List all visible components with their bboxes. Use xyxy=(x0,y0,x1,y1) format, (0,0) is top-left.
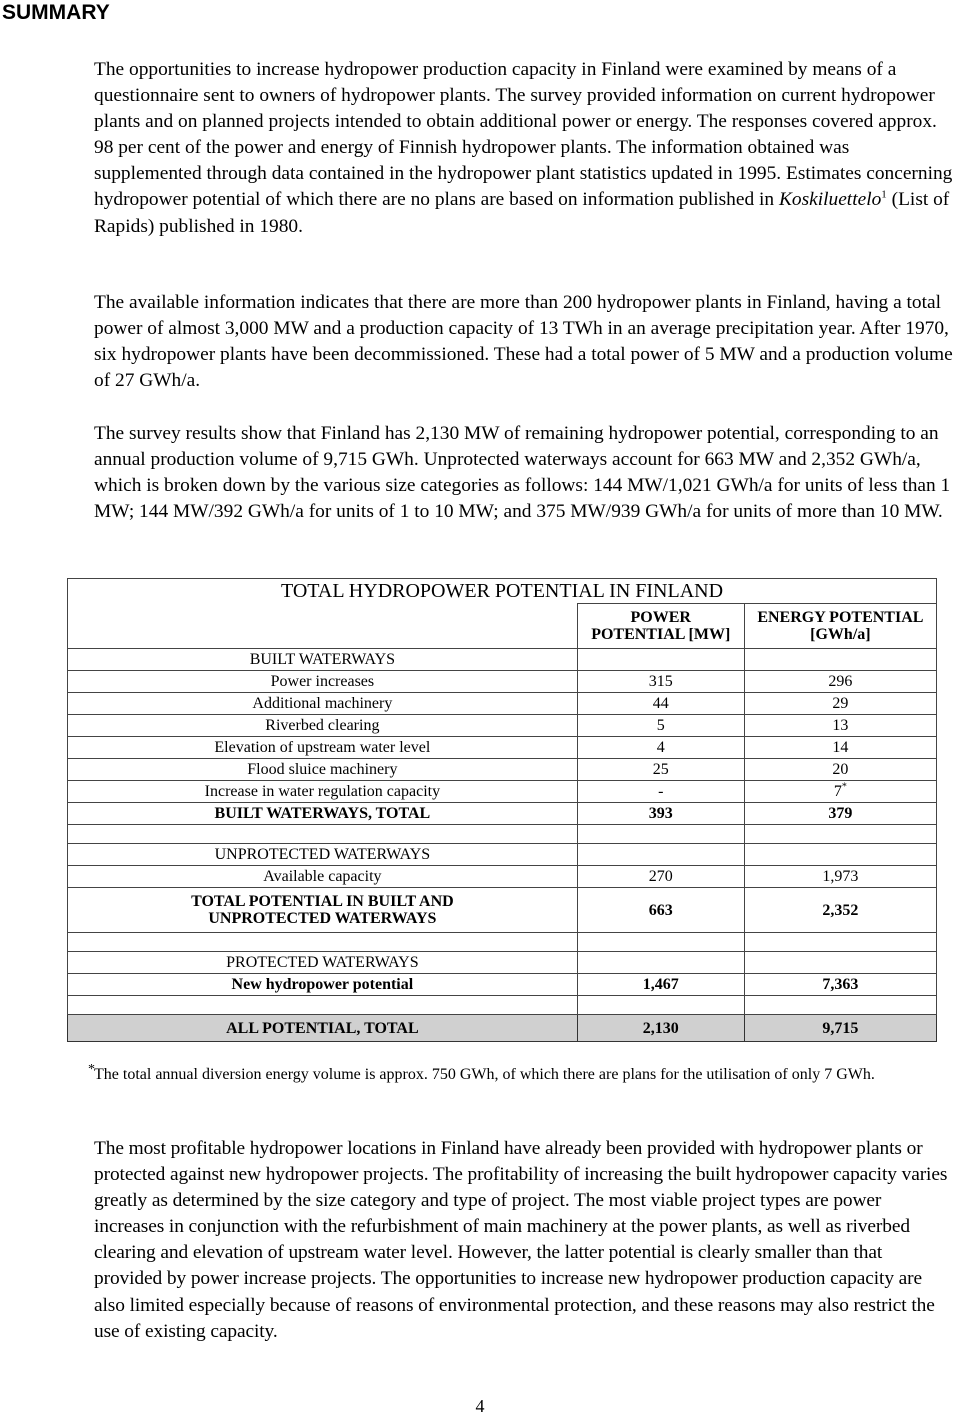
unprotected-heading-row xyxy=(68,844,937,866)
table-footnote xyxy=(88,1062,934,1086)
footnote-text: The total annual diversion energy volume is approx. 750 GWh, of which there are plans for the utilisation of only 7 GWh. xyxy=(94,1066,875,1083)
energy-value: 296 xyxy=(744,671,936,693)
section-label: UNPROTECTED WATERWAYS xyxy=(68,844,578,866)
energy-number: 7 xyxy=(833,783,842,800)
power-value: 1,467 xyxy=(577,974,744,996)
row-label: Power increases xyxy=(68,671,578,693)
energy-value: 379 xyxy=(744,803,936,825)
energy-value xyxy=(744,781,936,803)
profitability-paragraph: The most profitable hydropower locations in Finland have already been provided with hydropower plants or protected against new hydropower projects. The profitability of increasing the built hydropower capacity varies greatly as determined by the size category and type of project. The most viable project types are power increases in conjunction with the refurbishment of main machinery at the power plants, as well as riverbed clearing and elevation of upstream water level. However, the latter potential is clearly smaller than that provided by power increase projects. The opportunities to increase new hydropower production capacity are also limited especially because of reasons of environmental protection, and these reasons may also restrict the use of existing capacity. xyxy=(94,1138,948,1342)
table-row xyxy=(68,693,937,715)
footnote-marker: * xyxy=(841,781,847,793)
publication-title: Koskiluettelo xyxy=(778,189,882,211)
power-value: 270 xyxy=(577,866,744,888)
header-power: POWER POTENTIAL [MW] xyxy=(577,604,744,649)
energy-value: 20 xyxy=(744,759,936,781)
row-label xyxy=(68,888,578,933)
table-row xyxy=(68,671,937,693)
grand-total-row xyxy=(68,1015,937,1042)
row-label: ALL POTENTIAL, TOTAL xyxy=(68,1015,578,1042)
row-label: Flood sluice machinery xyxy=(68,759,578,781)
spacer-row xyxy=(68,825,937,844)
power-value: 663 xyxy=(577,888,744,933)
current-plants-paragraph: The available information indicates that there are more than 200 hydropower plants in Finland, having a total power of almost 3,000 MW and a production capacity of 13 TWh in an average precipitation year. After 1970, six hydropower plants have been decommissioned. These had a total power of 5 MW and a production volume of 27 GWh/a. xyxy=(94,292,953,392)
power-value: 4 xyxy=(577,737,744,759)
row-label: Elevation of upstream water level xyxy=(68,737,578,759)
intro-paragraph xyxy=(94,57,954,240)
energy-value: 2,352 xyxy=(744,888,936,933)
footnote-marker: * xyxy=(88,1062,95,1077)
header-energy: ENERGY POTENTIAL [GWh/a] xyxy=(744,604,936,649)
row-label: BUILT WATERWAYS, TOTAL xyxy=(68,803,578,825)
hydropower-potential-table xyxy=(67,578,937,1042)
row-label: Riverbed clearing xyxy=(68,715,578,737)
row-label: New hydropower potential xyxy=(68,974,578,996)
energy-value: 7,363 xyxy=(744,974,936,996)
intro-text: The opportunities to increase hydropower production capacity in Finland were examined by means of a questionnaire sent to owners of hydropower plants. The survey provided information on current hydropower plants and on planned projects intended to obtain additional power or energy. The responses covered approx. 98 per cent of the power and energy of Finnish hydropower plants. The information obtained was supplemented through data contained in the hydropower plant statistics updated in 1995. Estimates concerning hydropower potential of which there are no plans are based on information published in xyxy=(94,59,953,211)
built-waterways-heading-row xyxy=(68,649,937,671)
table-row xyxy=(68,759,937,781)
protected-heading-row xyxy=(68,952,937,974)
protected-row xyxy=(68,974,937,996)
energy-value: 13 xyxy=(744,715,936,737)
table-title-row xyxy=(68,579,937,604)
row-label: Available capacity xyxy=(68,866,578,888)
power-value: - xyxy=(577,781,744,803)
power-value: 25 xyxy=(577,759,744,781)
spacer-row xyxy=(68,996,937,1015)
energy-value: 29 xyxy=(744,693,936,715)
survey-results-paragraph: The survey results show that Finland has 2,130 MW of remaining hydropower potential, corresponding to an annual production volume of 9,715 GWh. Unprotected waterways account for 663 MW and 2,352 GWh/a, which is broken down by the various size categories as follows: 144 MW/1,021 GWh/a for units of less than 1 MW; 144 MW/392 GWh/a for units of 1 to 10 MW; and 375 MW/939 GWh/a for units of more than 10 MW. xyxy=(94,423,951,523)
table-row xyxy=(68,781,937,803)
table-row xyxy=(68,866,937,888)
built-total-row xyxy=(68,803,937,825)
row-label: Additional machinery xyxy=(68,693,578,715)
energy-value: 9,715 xyxy=(744,1015,936,1042)
spacer-row xyxy=(68,933,937,952)
table-title: TOTAL HYDROPOWER POTENTIAL IN FINLAND xyxy=(68,579,937,604)
power-value: 5 xyxy=(577,715,744,737)
combined-total-label: TOTAL POTENTIAL IN BUILT AND UNPROTECTED WATERWAYS xyxy=(191,893,454,927)
energy-value: 14 xyxy=(744,737,936,759)
footnote-reference: 1 xyxy=(881,189,887,201)
intro-text-end: (List of Rapids) published in 1980. xyxy=(94,189,950,237)
section-label: PROTECTED WATERWAYS xyxy=(68,952,578,974)
energy-value: 1,973 xyxy=(744,866,936,888)
table-row xyxy=(68,715,937,737)
section-heading: SUMMARY xyxy=(2,1,110,24)
row-label: Increase in water regulation capacity xyxy=(68,781,578,803)
power-value: 393 xyxy=(577,803,744,825)
power-value: 315 xyxy=(577,671,744,693)
table-row xyxy=(68,737,937,759)
section-label: BUILT WATERWAYS xyxy=(68,649,578,671)
power-value: 2,130 xyxy=(577,1015,744,1042)
header-empty-cell xyxy=(68,604,578,649)
power-value: 44 xyxy=(577,693,744,715)
page-number: 4 xyxy=(475,1396,485,1416)
table-header-row xyxy=(68,604,937,649)
combined-total-row xyxy=(68,888,937,933)
